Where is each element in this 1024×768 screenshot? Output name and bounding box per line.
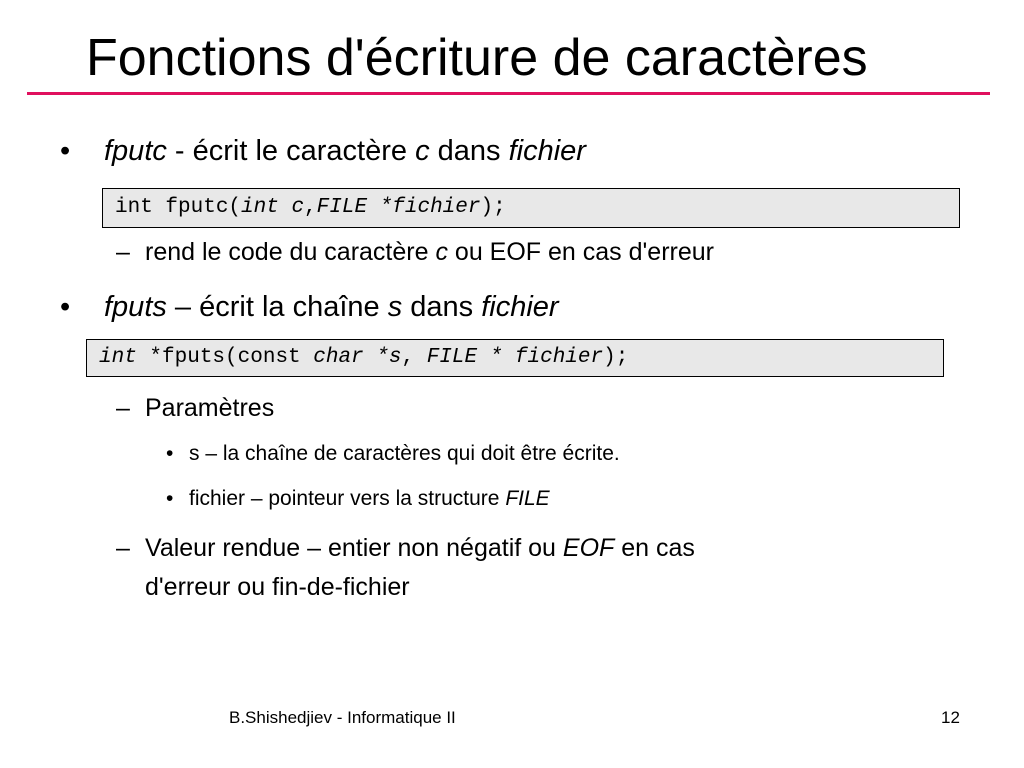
bullet-marker: • <box>60 291 71 323</box>
bullet-text: – écrit la chaîne <box>166 291 388 323</box>
bullet-marker: • <box>60 135 71 167</box>
code-part: int c <box>241 196 305 219</box>
target-name: fichier <box>481 291 559 323</box>
function-name: fputs <box>104 291 167 323</box>
title-underline <box>27 92 990 95</box>
target-name: fichier <box>508 135 586 167</box>
bullet-text: Valeur rendue – entier non négatif ou <box>145 534 563 562</box>
code-part: , <box>304 196 317 219</box>
code-part: (const <box>225 346 314 369</box>
code-part: int <box>99 346 137 369</box>
type-name: FILE <box>505 487 550 510</box>
slide-title: Fonctions d'écriture de caractères <box>86 29 868 87</box>
function-name: fputc <box>104 135 167 167</box>
variable-name: s <box>387 291 403 323</box>
bullet-text: fichier – pointeur vers la structure <box>189 487 506 510</box>
sub-bullet-marker: – <box>116 394 130 422</box>
sub-bullet-params: Paramètres <box>145 394 275 422</box>
code-box-fputc <box>102 188 960 228</box>
bullet-text: ou EOF en cas d'erreur <box>447 238 714 266</box>
sub-bullet-return-value-line2: d'erreur ou fin-de-fichier <box>145 573 410 601</box>
variable-name: c <box>415 135 430 167</box>
code-part: *fputs <box>136 346 226 369</box>
code-part: , <box>401 346 427 369</box>
bullet-text: dans <box>402 291 482 323</box>
eof-term: EOF <box>562 534 615 562</box>
code-box-fputs <box>86 339 944 377</box>
code-part: ); <box>480 196 506 219</box>
code-part: int fputc( <box>115 196 242 219</box>
page-number: 12 <box>941 708 960 727</box>
sub-bullet-fputc-return <box>145 236 714 268</box>
sub-bullet-marker: – <box>116 534 130 562</box>
code-part: FILE *fichier <box>316 196 481 219</box>
code-part: ); <box>603 346 629 369</box>
variable-name: c <box>435 238 448 266</box>
bullet-text: - écrit le caractère <box>166 135 416 167</box>
bullet-text: en cas <box>614 534 695 562</box>
param-s: s – la chaîne de caractères qui doit être écrite. <box>189 442 620 465</box>
bullet-text: rend le code du caractère <box>145 238 436 266</box>
param-fichier <box>189 485 550 513</box>
bullet-text: dans <box>429 135 509 167</box>
bullet-fputs <box>104 289 559 325</box>
sub-sub-bullet-marker: • <box>166 442 174 465</box>
code-part: char *s <box>313 346 402 369</box>
footer-author: B.Shishedjiev - Informatique II <box>229 708 456 727</box>
sub-bullet-return-value <box>145 532 695 564</box>
sub-bullet-marker: – <box>116 238 130 266</box>
sub-sub-bullet-marker: • <box>166 487 174 510</box>
bullet-fputc <box>104 133 586 169</box>
code-part: FILE * fichier <box>426 346 604 369</box>
